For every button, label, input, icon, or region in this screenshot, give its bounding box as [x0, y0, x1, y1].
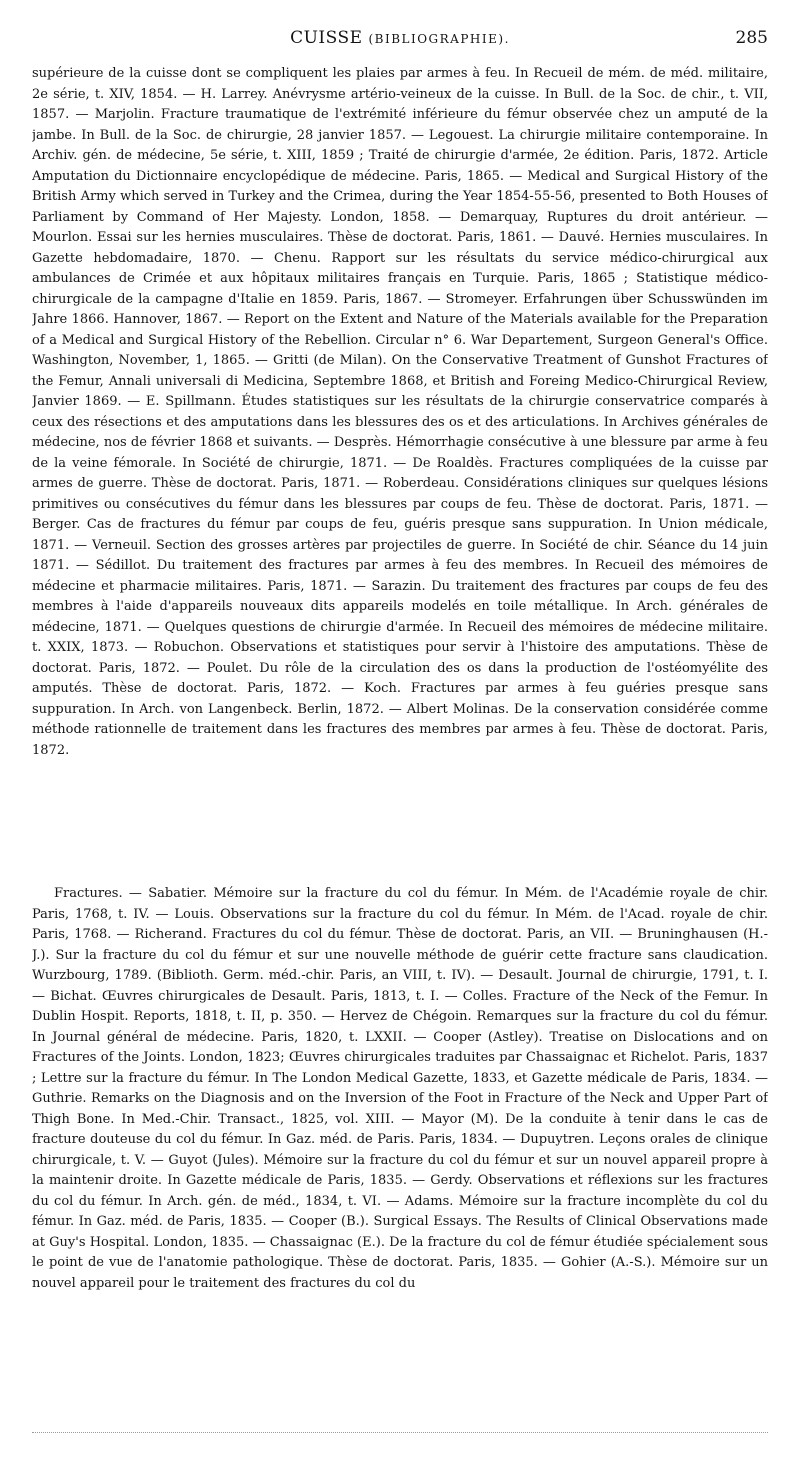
header-title [32, 28, 768, 48]
footer-dotted-rule [32, 1432, 768, 1433]
header-title-text: CUISSE [290, 28, 363, 48]
bibliography-paragraph: Fractures. — Sabatier. Mémoire sur la fracture du col du fémur. In Mém. de l'Académie royale de chir. Paris, 1768, t. IV. — Louis. Observations sur la fracture du col du fémur. In Mém. de l'Acad. royale de chir. Paris, 1768. — Richerand. Fractures du col du fémur. Thèse de doctorat. Paris, an VII. — Bruninghausen (H.-J.). Sur la fracture du col du fémur et sur une nouvelle méthode de guérir cette fracture sans claudication. Wurzbourg, 1789. (Biblioth. Germ. méd.-chir. Paris, an VIII, t. IV). — Desault. Journal de chirurgie, 1791, t. I. — Bichat. Œuvres chirurgicales de Desault. Paris, 1813, t. I. — Colles. Fracture of the Neck of the Femur. In Dublin Hospit. Reports, 1818, t. II, p. 350. — Hervez de Chégoin. Remarques sur la fracture du col du fémur. In Journal général de médecine. Paris, 1820, t. LXXII. — Cooper (Astley). Treatise on Dislocations and on Fractures of the Joints. London, 1823; Œuvres chirurgicales traduites par Chassaignac et Richelot. Paris, 1837 ; Lettre sur la fracture du fémur. In The London Medical Gazette, 1833, et Gazette médicale de Paris, 1834. — Guthrie. Remarks on the Diagnosis and on the Inversion of the Foot in Fracture of the Neck and Upper Part of Thigh Bone. In Med.-Chir. Transact., 1825, vol. XIII. — Mayor (M). De la conduite à tenir dans le cas de fracture douteuse du col du fémur. In Gaz. méd. de Paris. Paris, 1834. — Dupuytren. Leçons orales de clinique chirurgicale, t. V. — Guyot (Jules). Mémoire sur la fracture du col du fémur et sur un nouvel appareil propre à la maintenir droite. In Gazette médicale de Paris, 1835. — Gerdy. Observations et réflexions sur les fractures du col du fémur. In Arch. gén. de méd., 1834, t. VI. — Adams. Mémoire sur la fracture incomplète du col du fémur. In Gaz. méd. de Paris, 1835. — Cooper (B.). Surgical Essays. The Results of Clinical Observations made at Guy's Hospital. London, 1835. — Chassaignac (E.). De la fracture du col de fémur étudiée spécialement sous le point de vue de l'anatomie pathologique. Thèse de doctorat. Paris, 1835. — Gohier (A.-S.). Mémoire sur un nouvel appareil pour le traitement des fractures du col du [32, 886, 768, 1291]
page-number: 285 [735, 28, 768, 48]
bibliography-block-1 [32, 64, 768, 879]
bibliography-block-2 [32, 884, 768, 1404]
running-header [32, 28, 768, 52]
bibliography-paragraph: supérieure de la cuisse dont se compliquent les plaies par armes à feu. In Recueil de mém. de méd. militaire, 2e série, t. XIV, 1854. — H. Larrey. Anévrysme artério-veineux de la cuisse. In Bull. de la Soc. de chir., t. VII, 1857. — Marjolin. Fracture traumatique de l'extrémité inférieure du fémur observée chez un amputé de la jambe. In Bull. de la Soc. de chirurgie, 28 janvier 1857. — Legouest. La chirurgie militaire contemporaine. In Archiv. gén. de médecine, 5e série, t. XIII, 1859 ; Traité de chirurgie d'armée, 2e édition. Paris, 1872. Article Amputation du Dictionnaire encyclopédique de médecine. Paris, 1865. — Medical and Surgical History of the British Army which served in Turkey and the Crimea, during the Year 1854-55-56, presented to Both Houses of Parliament by Command of Her Majesty. London, 1858. — Demarquay, Ruptures du droit antérieur. — Mourlon. Essai sur les hernies musculaires. Thèse de doctorat. Paris, 1861. — Dauvé. Hernies musculaires. In Gazette hebdomadaire, 1870. — Chenu. Rapport sur les résultats du service médico-chirurgical aux ambulances de Crimée et aux hôpitaux militaires français en Turquie. Paris, 1865 ; Statistique médico-chirurgicale de la campagne d'Italie en 1859. Paris, 1867. — Stromeyer. Erfahrungen über Schusswünden im Jahre 1866. Hannover, 1867. — Report on the Extent and Nature of the Materials available for the Preparation of a Medical and Surgical History of the Rebellion. Circular n° 6. War Departement, Surgeon General's Office. Washington, November, 1, 1865. — Gritti (de Milan). On the Conservative Treatment of Gunshot Fractures of the Femur, Annali universali di Medicina, Septembre 1868, et British and Foreing Medico-Chirurgical Review, Janvier 1869. — E. Spillmann. Études statistiques sur les résultats de la chirurgie conservatrice comparés à ceux des résections et des amputations dans les blessures des os et des articulations. In Archives générales de médecine, nos de février 1868 et suivants. — Desprès. Hémorrhagie consécutive à une blessure par arme à feu de la veine fémorale. In Société de chirurgie, 1871. — De Roaldès. Fractures compliquées de la cuisse par armes de guerre. Thèse de doctorat. Paris, 1871. — Roberdeau. Considérations cliniques sur quelques lésions primitives ou consécutives du fémur dans les blessures par coups de feu. Thèse de doctorat. Paris, 1871. — Berger. Cas de fractures du fémur par coups de feu, guéris presque sans suppuration. In Union médicale, 1871. — Verneuil. Section des grosses artères par projectiles de guerre. In Société de chir. Séance du 14 juin 1871. — Sédillot. Du traitement des fractures par armes à feu des membres. In Recueil des mémoires de médecine et pharmacie militaires. Paris, 1871. — Sarazin. Du traitement des fractures par coups de feu des membres à l'aide d'appareils nouveaux dits appareils modelés en toile métallique. In Arch. générales de médecine, 1871. — Quelques questions de chirurgie d'armée. In Recueil des mémoires de médecine militaire. t. XXIX, 1873. — Robuchon. Observations et statistiques pour servir à l'histoire des amputations. Thèse de doctorat. Paris, 1872. — Poulet. Du rôle de la circulation des os dans la production de l'ostéomyélite des amputés. Thèse de doctorat. Paris, 1872. — Koch. Fractures par armes à feu guéries presque sans suppuration. In Arch. von Langenbeck. Berlin, 1872. — Albert Molinas. De la conservation considérée comme méthode rationnelle de traitement dans les fractures des membres par armes à feu. Thèse de doctorat. Paris, 1872. [32, 66, 768, 758]
header-subtitle: (BIBLIOGRAPHIE). [368, 32, 510, 46]
